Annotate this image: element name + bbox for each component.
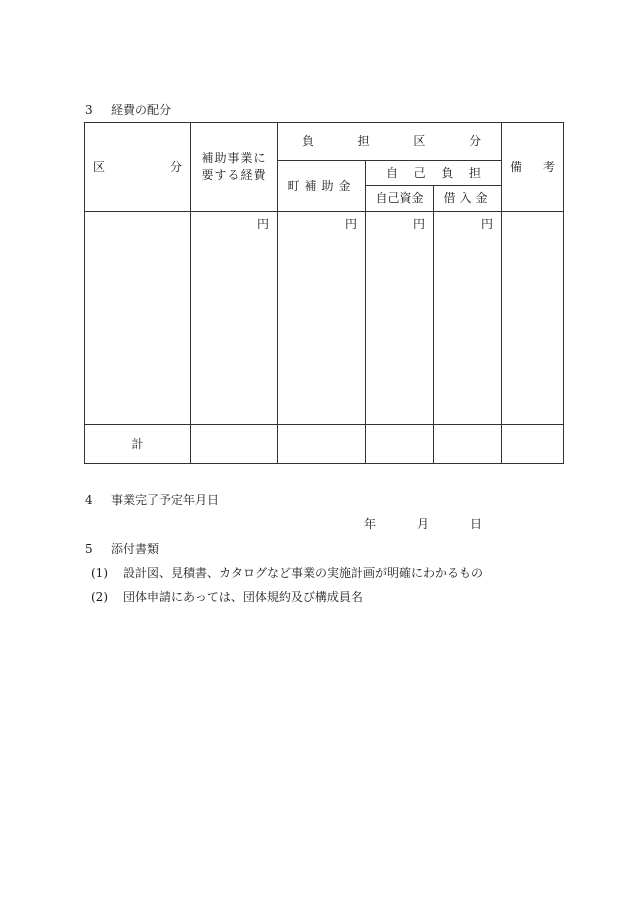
header-self-burden: 自 己 負 担	[366, 161, 502, 186]
yen-unit-own-funds: 円	[366, 212, 434, 425]
section3-heading	[85, 104, 171, 116]
section4-heading	[85, 494, 219, 506]
header-subsidy-cost: 補助事業に 要する経費	[191, 123, 278, 212]
total-remarks-cell	[502, 425, 564, 464]
section3-title: 経費の配分	[111, 103, 172, 117]
total-cost-cell	[191, 425, 278, 464]
yen-unit-town: 円	[278, 212, 366, 425]
completion-date-day: 日	[470, 517, 483, 531]
attachment-item	[91, 567, 483, 579]
attachment-item-number: (2)	[91, 590, 108, 604]
section4-title: 事業完了予定年月日	[111, 493, 220, 507]
total-own-funds-cell	[366, 425, 434, 464]
section4-number: 4	[85, 493, 93, 507]
section3-number: 3	[85, 103, 93, 117]
total-town-cell	[278, 425, 366, 464]
header-loan: 借入金	[434, 186, 502, 212]
total-label: 計	[85, 425, 191, 464]
header-burden-category: 負 担 区 分	[278, 123, 502, 161]
attachment-item-text: 設計図、見積書、カタログなど事業の実施計画が明確にわかるもの	[123, 566, 484, 580]
header-own-funds: 自己資金	[366, 186, 434, 212]
header-town-subsidy: 町補助金	[278, 161, 366, 212]
yen-unit-cost: 円	[191, 212, 278, 425]
header-remarks: 備 考	[502, 123, 564, 212]
section5-heading	[85, 543, 159, 555]
body-kubun-cell	[85, 212, 191, 425]
expense-allocation-table	[84, 122, 564, 464]
attachment-item	[91, 591, 363, 603]
header-kubun: 区 分	[85, 123, 191, 212]
attachment-item-number: (1)	[91, 566, 108, 580]
body-remarks-cell	[502, 212, 564, 425]
section5-number: 5	[85, 542, 93, 556]
attachment-item-text: 団体申請にあっては、団体規約及び構成員名	[123, 590, 363, 604]
completion-date-month: 月	[417, 517, 430, 531]
yen-unit-loan: 円	[434, 212, 502, 425]
completion-date-year: 年	[364, 517, 377, 531]
total-loan-cell	[434, 425, 502, 464]
section5-title: 添付書類	[111, 542, 160, 556]
